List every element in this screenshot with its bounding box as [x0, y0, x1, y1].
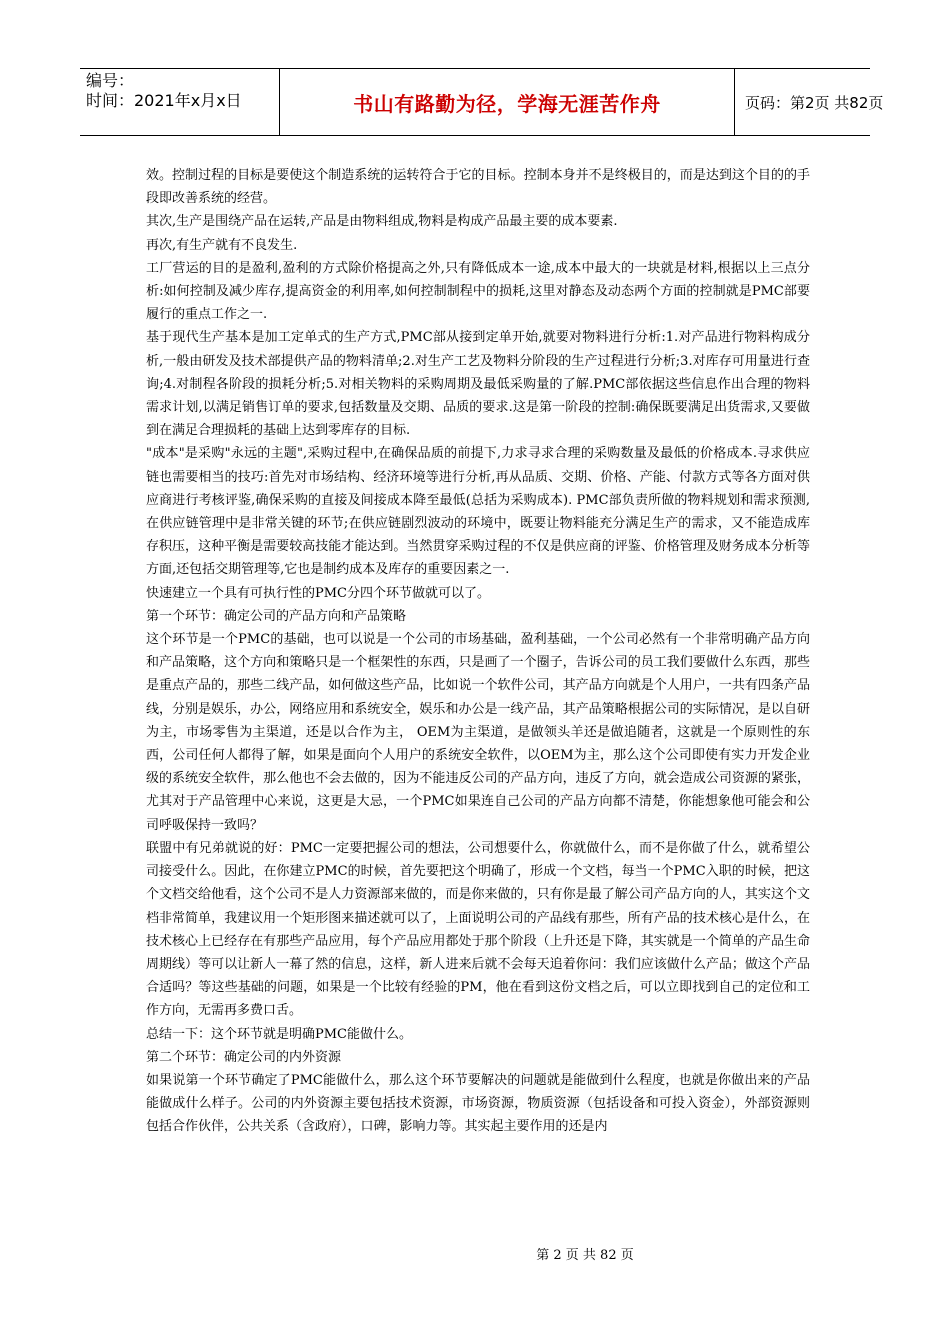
paragraph: 工厂营运的目的是盈利,盈利的方式除价格提高之外,只有降低成本一途,成本中最大的一块就是材料,根据以上三点分析:如何控制及减少库存,提高资金的利用率,如何控制制程中的损耗,这里对静态及动态两个方面的控制就是PMC部要履行的重点工作之一.: [146, 260, 810, 323]
paragraph: 联盟中有兄弟就说的好：PMC一定要把握公司的想法，公司想要什么，你就做什么，而不是你做了什么，就希望公司接受什么。因此，在你建立PMC的时候，首先要把这个明确了，形成一个文档，每当一个PMC入职的时候，把这个文档交给他看，这个公司不是人力资源部来做的，而是你来做的，只有你是最了解公司产品方向的人，其实这个文档非常简单，我建议用一个矩形图来描述就可以了，上面说明公司的产品线有那些，所有产品的技术核心是什么，在技术核心上已经存在有那些产品应用，每个产品应用都处于那个阶段（上升还是下降，其实就是一个简单的产品生命周期线）等可以让新人一幕了然的信息，这样，新人进来后就不会每天追着你问：我们应该做什么产品；做这个产品合适吗？等这些基础的问题，如果是一个比较有经验的PM，他在看到这份文档之后，可以立即找到自己的定位和工作方向，无需再多费口舌。: [146, 840, 810, 1019]
paragraph: 其次,生产是围绕产品在运转,产品是由物料组成,物料是构成产品最主要的成本要素.: [146, 214, 618, 230]
paragraph: 快速建立一个具有可执行性的PMC分四个环节做就可以了。: [146, 585, 491, 601]
header-motto: 书山有路勤为径，学海无涯苦作舟: [353, 91, 661, 116]
document-time-label: 时间：2021年x月x日: [86, 91, 242, 110]
section-heading: 第二个环节：确定公司的内外资源: [146, 1049, 342, 1065]
paragraph: 效。控制过程的目标是要使这个制造系统的运转符合于它的目标。控制本身并不是终极目的，而是达到这个目的的手段即改善系统的经营。: [146, 168, 810, 207]
paragraph: "成本"是采购"永远的主题",采购过程中,在确保品质的前提下,力求寻求合理的采购数量及最低的价格成本.寻求供应链也需要相当的技巧:首先对市场结构、经济环境等进行分析,再从品质、交期、价格、产能、付款方式等各方面对供应商进行考核评鉴,确保采购的直接及间接成本降至最低(总括为采购成本). PMC部负责所做的物料规划和需求预测,在供应链管理中是非常关键的环节;在供应链剧烈波动的环境中，既要让物料能充分满足生产的需求，又不能造成库存积压，这种平衡是需要较高技能才能达到。当然贯穿采购过程的不仅是供应商的评鉴、价格管理及财务成本分析等方面,还包括交期管理等,它也是制约成本及库存的重要因素之一.: [146, 446, 810, 578]
section-heading: 第一个环节：确定公司的产品方向和产品策略: [146, 608, 407, 624]
document-body: [146, 164, 810, 1139]
page-footer: 第 2 页 共 82 页: [536, 1248, 634, 1263]
paragraph: 再次,有生产就有不良发生.: [146, 237, 298, 253]
paragraph: 总结一下：这个环节就是明确PMC能做什么。: [146, 1026, 413, 1042]
paragraph: 这个环节是一个PMC的基础，也可以说是一个公司的市场基础，盈利基础，一个公司必然有一个非常明确产品方向和产品策略，这个方向和策略只是一个框架性的东西，只是画了一个圈子，告诉公司的员工我们要做什么东西，那些是重点产品的，那些二线产品，如何做这些产品，比如说一个软件公司，其产品方向就是个人用户，一共有四条产品线，分别是娱乐，办公，网络应用和系统安全，娱乐和办公是一线产品，其产品策略根据公司的实际情况，是以自研为主，市场零售为主渠道，还是以合作为主， OEM为主渠道，是做领头羊还是做追随者，这就是一个原则性的东西，公司任何人都得了解，如果是面向个人用户的系统安全软件，以OEM为主，那么这个公司即使有实力开发企业级的系统安全软件，那么他也不会去做的，因为不能违反公司的产品方向，违反了方向，就会造成公司资源的紧张，尤其对于产品管理中心来说，这更是大忌，一个PMC如果连自己公司的产品方向都不清楚，你能想象他可能会和公司呼吸保持一致吗？: [146, 632, 810, 833]
paragraph: 如果说第一个环节确定了PMC能做什么，那么这个环节要解决的问题就是能做到什么程度，也就是你做出来的产品能做成什么样子。公司的内外资源主要包括技术资源，市场资源，物质资源（包括设备和可投入资金），外部资源则包括合作伙伴，公共关系（含政府），口碑，影响力等。其实起主要作用的还是内: [146, 1072, 810, 1135]
header-meta: [80, 69, 280, 135]
page-header: [80, 68, 884, 136]
header-page-info: 页码：第2页 共82页: [745, 93, 884, 112]
document-number-label: 编号：: [86, 71, 135, 90]
paragraph: 基于现代生产基本是加工定单式的生产方式,PMC部从接到定单开始,就要对物料进行分析:1.对产品进行物料构成分析,一般由研发及技术部提供产品的物料清单;2.对生产工艺及物料分阶段的生产过程进行分析;3.对库存可用量进行查询;4.对制程各阶段的损耗分析;5.对相关物料的采购周期及最低采购量的了解.PMC部依据这些信息作出合理的物料需求计划,以满足销售订单的要求,包括数量及交期、品质的要求.这是第一阶段的控制:确保既要满足出货需求,又要做到在满足合理损耗的基础上达到零库存的目标.: [146, 330, 810, 439]
header-motto-cell: [280, 69, 735, 135]
